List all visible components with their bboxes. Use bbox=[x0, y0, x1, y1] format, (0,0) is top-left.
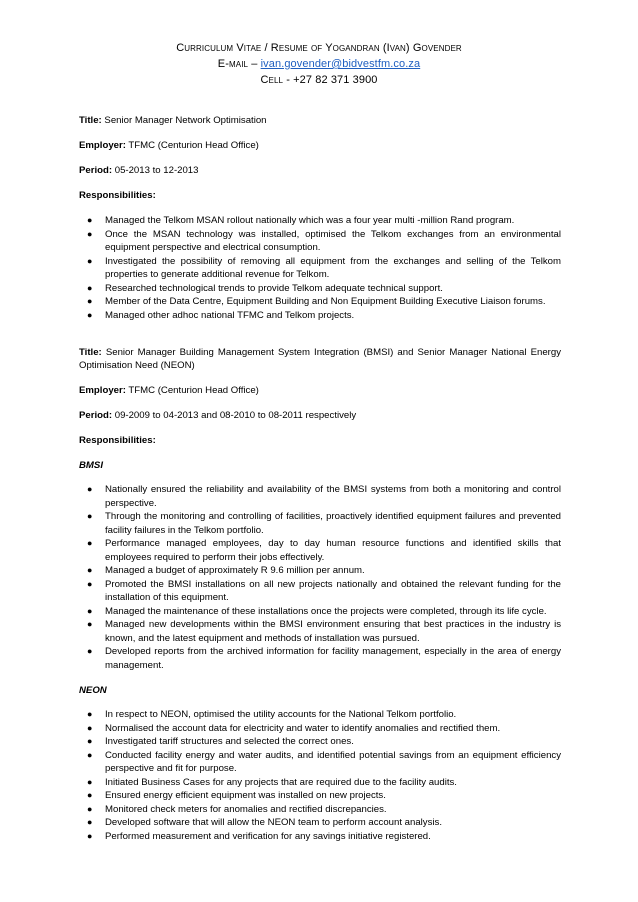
cell-line bbox=[0, 72, 638, 88]
neon-heading: NEON bbox=[79, 685, 107, 696]
list-item: ● Monitored check meters for anomalies and rectified discrepancies. bbox=[87, 803, 387, 815]
job1-title: Title: Senior Manager Network Optimisation bbox=[79, 115, 267, 126]
bullet-icon: ● bbox=[87, 722, 93, 733]
bullet-icon: ● bbox=[87, 228, 93, 239]
cv-content bbox=[79, 114, 561, 843]
email-label: E-mail – bbox=[217, 58, 258, 70]
job2-period: Period: 09-2009 to 04-2013 and 08-2010 to 08-2011 respectively bbox=[79, 410, 357, 421]
bullet-icon: ● bbox=[87, 776, 93, 787]
job2-employer: Employer: TFMC (Centurion Head Office) bbox=[79, 385, 259, 396]
bullet-icon: ● bbox=[87, 282, 93, 293]
cv-header bbox=[0, 40, 638, 88]
bullet-icon: ● bbox=[87, 296, 93, 306]
list-item: ● Developed software that will allow the NEON team to perform account analysis. bbox=[87, 817, 442, 828]
list-item: ● Performed measurement and verification for any savings initiative registered. bbox=[87, 830, 431, 842]
job2-title: Title: Senior Manager Building Management System Integration (BMSI) and Senior Manager National Energy Optimisation Need (NEON) bbox=[79, 347, 562, 371]
list-item: ● Member of the Data Centre, Equipment Building and Non Equipment Building Executive Liaison forums. bbox=[87, 296, 546, 307]
bullet-icon: ● bbox=[87, 565, 93, 575]
list-item: ● Performance managed employees, day to day human resource functions and identified skills that employees required to perform their jobs effectively. bbox=[87, 538, 561, 563]
list-item: ● In respect to NEON, optimised the utility accounts for the National Telkom portfolio. bbox=[87, 709, 457, 720]
job1-employer: Employer: TFMC (Centurion Head Office) bbox=[79, 140, 259, 151]
list-item: ● Managed new developments within the BMSI environment ensuring that best practices in the industry is known, and the latest equipment and methods of installation was pursued. bbox=[87, 619, 561, 644]
bullet-icon: ● bbox=[87, 255, 93, 266]
job1-responsibilities-list bbox=[79, 214, 561, 322]
bmsi-heading: BMSI bbox=[79, 460, 103, 471]
bullet-icon: ● bbox=[87, 749, 93, 760]
bullet-icon: ● bbox=[87, 803, 93, 814]
list-item: ● Initiated Business Cases for any projects that are required due to the facility audits. bbox=[87, 776, 457, 788]
email-line bbox=[0, 56, 638, 72]
bullet-icon: ● bbox=[87, 619, 93, 629]
job1-responsibilities-heading: Responsibilities: bbox=[79, 190, 156, 201]
cv-title: Curriculum Vitae / Resume of Yogandran (Ivan) Govender bbox=[176, 42, 462, 54]
job1-period: Period: 05-2013 to 12-2013 bbox=[79, 165, 199, 176]
email-link[interactable]: ivan.govender@bidvestfm.co.za bbox=[260, 58, 421, 70]
bullet-icon: ● bbox=[87, 830, 93, 841]
list-item: ● Managed the Telkom MSAN rollout nationally which was a four year multi -million Rand program. bbox=[87, 215, 515, 226]
list-item: ● Through the monitoring and controlling of facilities, proactively identified equipment failures and prevented facility failures in the Telkom portfolio. bbox=[87, 511, 561, 536]
list-item: ● Normalised the account data for electricity and water to identify anomalies and rectified them. bbox=[87, 722, 501, 734]
list-item: ● Conducted facility energy and water audits, and identified potential savings from an equipment efficiency perspective and fit for purpose. bbox=[87, 749, 561, 774]
list-item: ● Researched technological trends to provide Telkom adequate technical support. bbox=[87, 282, 443, 294]
cell-number: +27 82 371 3900 bbox=[293, 74, 378, 86]
bmsi-list bbox=[79, 483, 561, 672]
bullet-icon: ● bbox=[87, 215, 93, 225]
bullet-icon: ● bbox=[87, 817, 93, 827]
bullet-icon: ● bbox=[87, 484, 93, 494]
bullet-icon: ● bbox=[87, 511, 93, 521]
job2-responsibilities-heading: Responsibilities: bbox=[79, 435, 156, 446]
list-item: ● Promoted the BMSI installations on all new projects nationally and obtained the relevant funding for the installation of this equipment. bbox=[87, 578, 561, 603]
bullet-icon: ● bbox=[87, 605, 93, 616]
cell-label: Cell - bbox=[260, 74, 290, 86]
bullet-icon: ● bbox=[87, 790, 93, 800]
list-item: ● Once the MSAN technology was installed, optimised the Telkom exchanges from an environmental equipment perspective and electrical consumption. bbox=[87, 228, 561, 253]
list-item: ● Ensured energy efficient equipment was installed on new projects. bbox=[87, 790, 386, 801]
list-item: ● Managed the maintenance of these installations once the projects were completed, through its life cycle. bbox=[87, 605, 547, 617]
list-item: ● Developed reports from the archived information for facility management, especially in the area of energy management. bbox=[87, 646, 561, 671]
list-item: ● Managed other adhoc national TFMC and Telkom projects. bbox=[87, 309, 355, 321]
bullet-icon: ● bbox=[87, 736, 93, 746]
bullet-icon: ● bbox=[87, 309, 93, 320]
bullet-icon: ● bbox=[87, 646, 93, 656]
neon-list bbox=[79, 708, 561, 843]
list-item: ● Investigated the possibility of removing all equipment from the exchanges and selling of the Telkom properties to generate additional revenue for Telkom. bbox=[87, 255, 561, 280]
bullet-icon: ● bbox=[87, 709, 93, 719]
list-item: ● Nationally ensured the reliability and availability of the BMSI systems from both a monitoring and control perspective. bbox=[87, 484, 561, 509]
list-item: ● Investigated tariff structures and selected the correct ones. bbox=[87, 736, 354, 747]
list-item: ● Managed a budget of approximately R 9.6 million per annum. bbox=[87, 565, 365, 576]
bullet-icon: ● bbox=[87, 578, 93, 589]
bullet-icon: ● bbox=[87, 538, 93, 548]
